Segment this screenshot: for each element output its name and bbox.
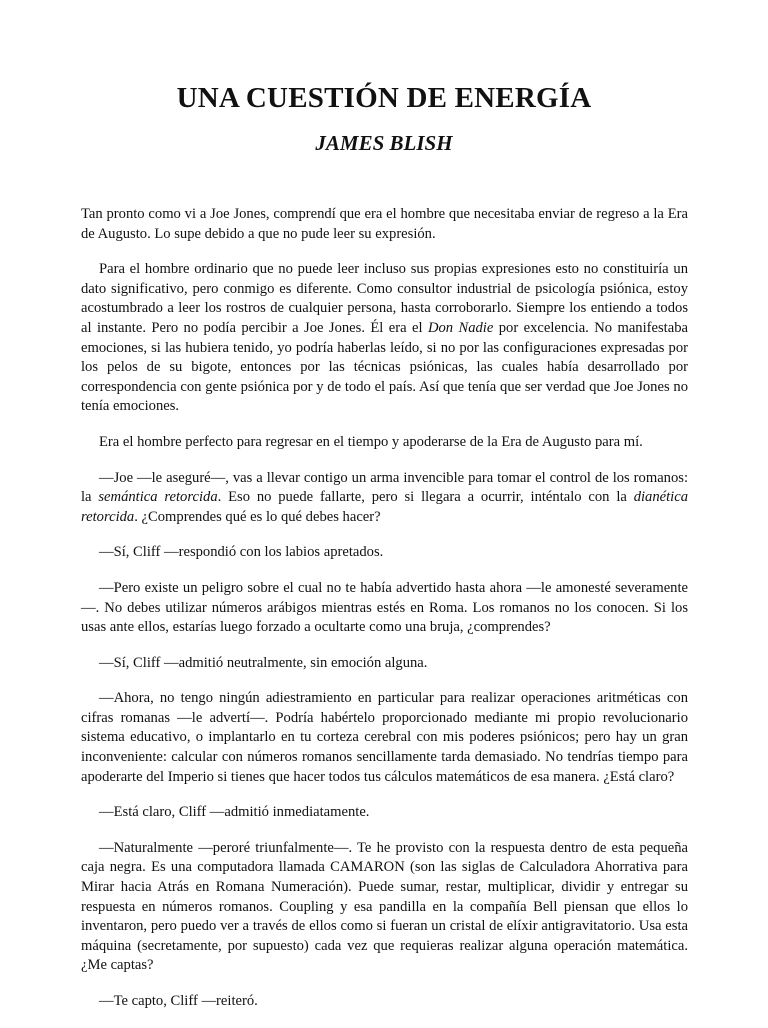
paragraph	[81, 689, 688, 787]
paragraph	[81, 839, 688, 976]
paragraph-text: —Sí, Cliff —respondió con los labios apretados.	[99, 544, 384, 561]
paragraph-text: Tan pronto como vi a Joe Jones, comprendí que era el hombre que necesitaba enviar de regreso a la Era de Augusto. Lo supe debido a que no pude leer su expresión.	[81, 206, 688, 242]
paragraph-text: —Pero existe un peligro sobre el cual no te había advertido hasta ahora —le amonesté severamente—. No debes utilizar números arábigos mientras estés en Roma. Los romanos no los conocen. Si los usas ante ellos, estarías luego forzado a ocultarte como una bruja, ¿comprendes?	[81, 579, 688, 636]
paragraph-text: por excelencia. No manifestaba emociones, si las hubiera tenido, yo podría haberlas leído, si no por las configuraciones expresadas por los pelos de su bigote, entonces por las técnicas psiónicas, las cuales había desarrollado por correspondencia con gente psiónica por y de todo el país. Así que tenía que ser verdad que Joe Jones no tenía emociones.	[81, 319, 688, 415]
document-author: JAMES BLISH	[315, 131, 453, 155]
paragraph-text: Era el hombre perfecto para regresar en el tiempo y apoderarse de la Era de Augusto para mí.	[99, 433, 643, 450]
paragraph-text: . Eso no puede fallarte, pero si llegara a ocurrir, inténtalo con la	[217, 489, 634, 506]
paragraph-text: —Sí, Cliff —admitió neutralmente, sin emoción alguna.	[99, 654, 428, 671]
paragraph-text: —Joe —le aseguré—, vas a llevar contigo un arma invencible para tomar el control de los romanos: la	[81, 469, 688, 506]
paragraph	[81, 433, 688, 453]
paragraph	[81, 803, 688, 823]
paragraph	[81, 543, 688, 563]
italic-text: dianética retorcida	[81, 489, 688, 525]
paragraph	[81, 205, 688, 244]
paragraph-text: —Naturalmente —peroré triunfalmente—. Te he provisto con la respuesta dentro de esta pequeña caja negra. Es una computadora llamada CAMARON (son las siglas de Calculadora Ahorrativa para Mirar hacia Atrás en Romana Numeración). Puede sumar, restar, multiplicar, dividir y entregar su respuesta en números romanos. Coupling y esa pandilla en la compañía Bell piensan que ellos lo inventaron, pero puedo ver a través de ellos como si fueran un cristal de elíxir antigravitatorio. Usa esta máquina (secretamente, por supuesto) cada vez que requieras realizar alguna operación matemática. ¿Me captas?	[81, 839, 688, 974]
paragraph-text: Para el hombre ordinario que no puede leer incluso sus propias expresiones esto no constituiría un dato significativo, pero conmigo es diferente. Como consultor industrial de psicología psiónica, estoy acostumbrado a leer los rostros de cualquier persona, hasta corroborarlo. Siempre los entiendo a todos al instante. Pero no podía percibir a Joe Jones. Él era el	[81, 261, 688, 336]
italic-text: semántica retorcida	[98, 489, 218, 506]
paragraph	[81, 260, 688, 417]
paragraph-text: —Está claro, Cliff —admitió inmediatamente.	[99, 804, 370, 821]
paragraph-text: —Ahora, no tengo ningún adiestramiento en particular para realizar operaciones aritméticas con cifras romanas —le advertí—. Podría habértelo proporcionado mediante mi propio revolucionario sistema educativo, o implantarlo en tu corteza cerebral con mis poderes psiónicos; pero hay un gran inconveniente: calcular con números romanos sencillamente tarda demasiado. No tendrías tiempo para apoderarte del Imperio si tienes que hacer todos tus cálculos matemáticos de esa manera. ¿Está claro?	[81, 690, 688, 785]
document-title: UNA CUESTIÓN DE ENERGÍA	[176, 82, 592, 114]
paragraph	[81, 992, 688, 1012]
paragraph-text: . ¿Comprendes qué es lo qué debes hacer?	[134, 508, 381, 525]
paragraph	[81, 654, 688, 674]
paragraph	[81, 579, 688, 638]
italic-text: Don Nadie	[427, 319, 494, 336]
paragraph	[81, 469, 688, 528]
paragraph-text: —Te capto, Cliff —reiteró.	[99, 993, 258, 1009]
document-body	[81, 205, 688, 1028]
